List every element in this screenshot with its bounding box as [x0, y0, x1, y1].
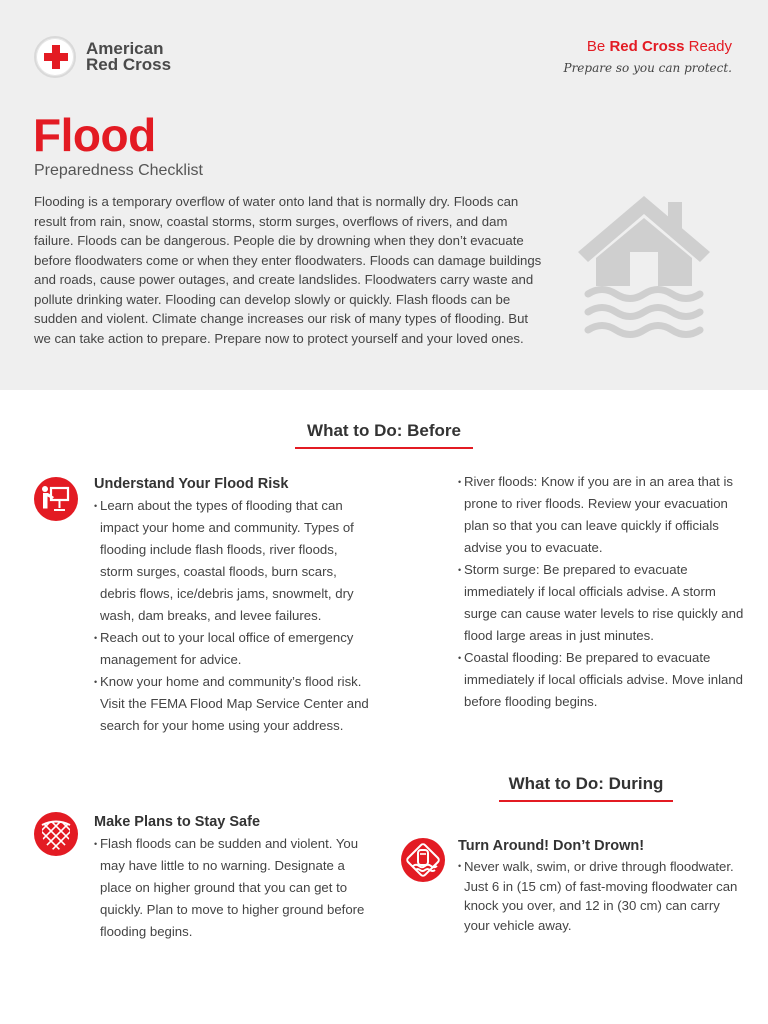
- intro-paragraph: Flooding is a temporary overflow of water onto land that is normally dry. Floods can result from rain, snow, coastal storms, storm surges, overflows of rivers, and dam failure. Floods can be dangerous. People die by drowning when they don’t evacuate before floodwaters come or when they enter floodwaters. Floods can damage buildings and roads, cause power outages, and create landslides. Floodwaters carry waste and pollute drinking water. Flooding can develop slowly or quickly. Flash floods can be sudden and violent. Climate change increases our risk of many types of flooding. But we can take action to prepare. Prepare now to protect yourself and your loved ones.: [34, 194, 542, 346]
- logo-line2: Red Cross: [86, 55, 172, 74]
- list-item: • River floods: Know if you are in an area that is prone to river floods. Review your evacuation plan so that you can leave quickly if officials advise you to evacuate.: [458, 471, 748, 559]
- list-item: • Reach out to your local office of emergency management for advice.: [94, 627, 369, 671]
- flood-risk-list: [94, 495, 369, 737]
- presentation-board-icon: [34, 477, 78, 521]
- plans-list: [94, 833, 369, 943]
- page-subtitle: Preparedness Checklist: [34, 162, 203, 179]
- logo-wordmark: [86, 41, 171, 73]
- topic-title-plans: Make Plans to Stay Safe: [94, 814, 261, 830]
- tagline-main: Be Red Cross Ready: [586, 38, 732, 55]
- list-item: • Know your home and community’s flood risk. Visit the FEMA Flood Map Service Center and search for your home using your address.: [94, 671, 369, 737]
- section-heading-during: What to Do: During: [499, 774, 673, 802]
- flood-types-list: [458, 471, 748, 713]
- list-item: • Coastal flooding: Be prepared to evacuate immediately if local officials advise. Move inland before flooding begins.: [458, 647, 748, 713]
- turn-around-list: [458, 857, 738, 935]
- list-item: • Flash floods can be sudden and violent. You may have little to no warning. Designate a place on higher ground that you can get to quickly. Plan to move to higher ground before flooding begins.: [94, 833, 369, 943]
- list-item: • Never walk, swim, or drive through floodwater. Just 6 in (15 cm) of fast-moving floodwater can knock you over, and 12 in (30 cm) can carry your vehicle away.: [458, 857, 738, 935]
- net-shield-icon: [34, 812, 78, 856]
- topic-title-turn-around: Turn Around! Don’t Drown!: [458, 838, 645, 854]
- red-cross-logo[interactable]: [34, 36, 171, 78]
- tagline-sub: Prepare so you can protect.: [563, 61, 732, 75]
- heading-rule: [295, 447, 473, 449]
- logo-line1: American: [86, 39, 164, 58]
- topic-title-flood-risk: Understand Your Flood Risk: [94, 476, 289, 492]
- flooded-house-icon: [578, 194, 710, 344]
- tagline: [564, 38, 733, 75]
- list-item: • Storm surge: Be prepared to evacuate immediately if local officials advise. A storm surge can cause water levels to rise quickly and flood large areas in just minutes.: [458, 559, 748, 647]
- red-cross-icon: [34, 36, 76, 78]
- vehicle-in-water-icon: [401, 838, 445, 882]
- section-heading-before: What to Do: Before: [295, 421, 473, 449]
- page-title: Flood: [33, 109, 156, 161]
- heading-rule: [499, 800, 673, 802]
- list-item: • Learn about the types of flooding that can impact your home and community. Types of flooding include flash floods, river floods, storm surges, coastal floods, burn scars, debris flows, ice/debris jams, snowmelt, dry wash, dam breaks, and levee failures.: [94, 495, 369, 627]
